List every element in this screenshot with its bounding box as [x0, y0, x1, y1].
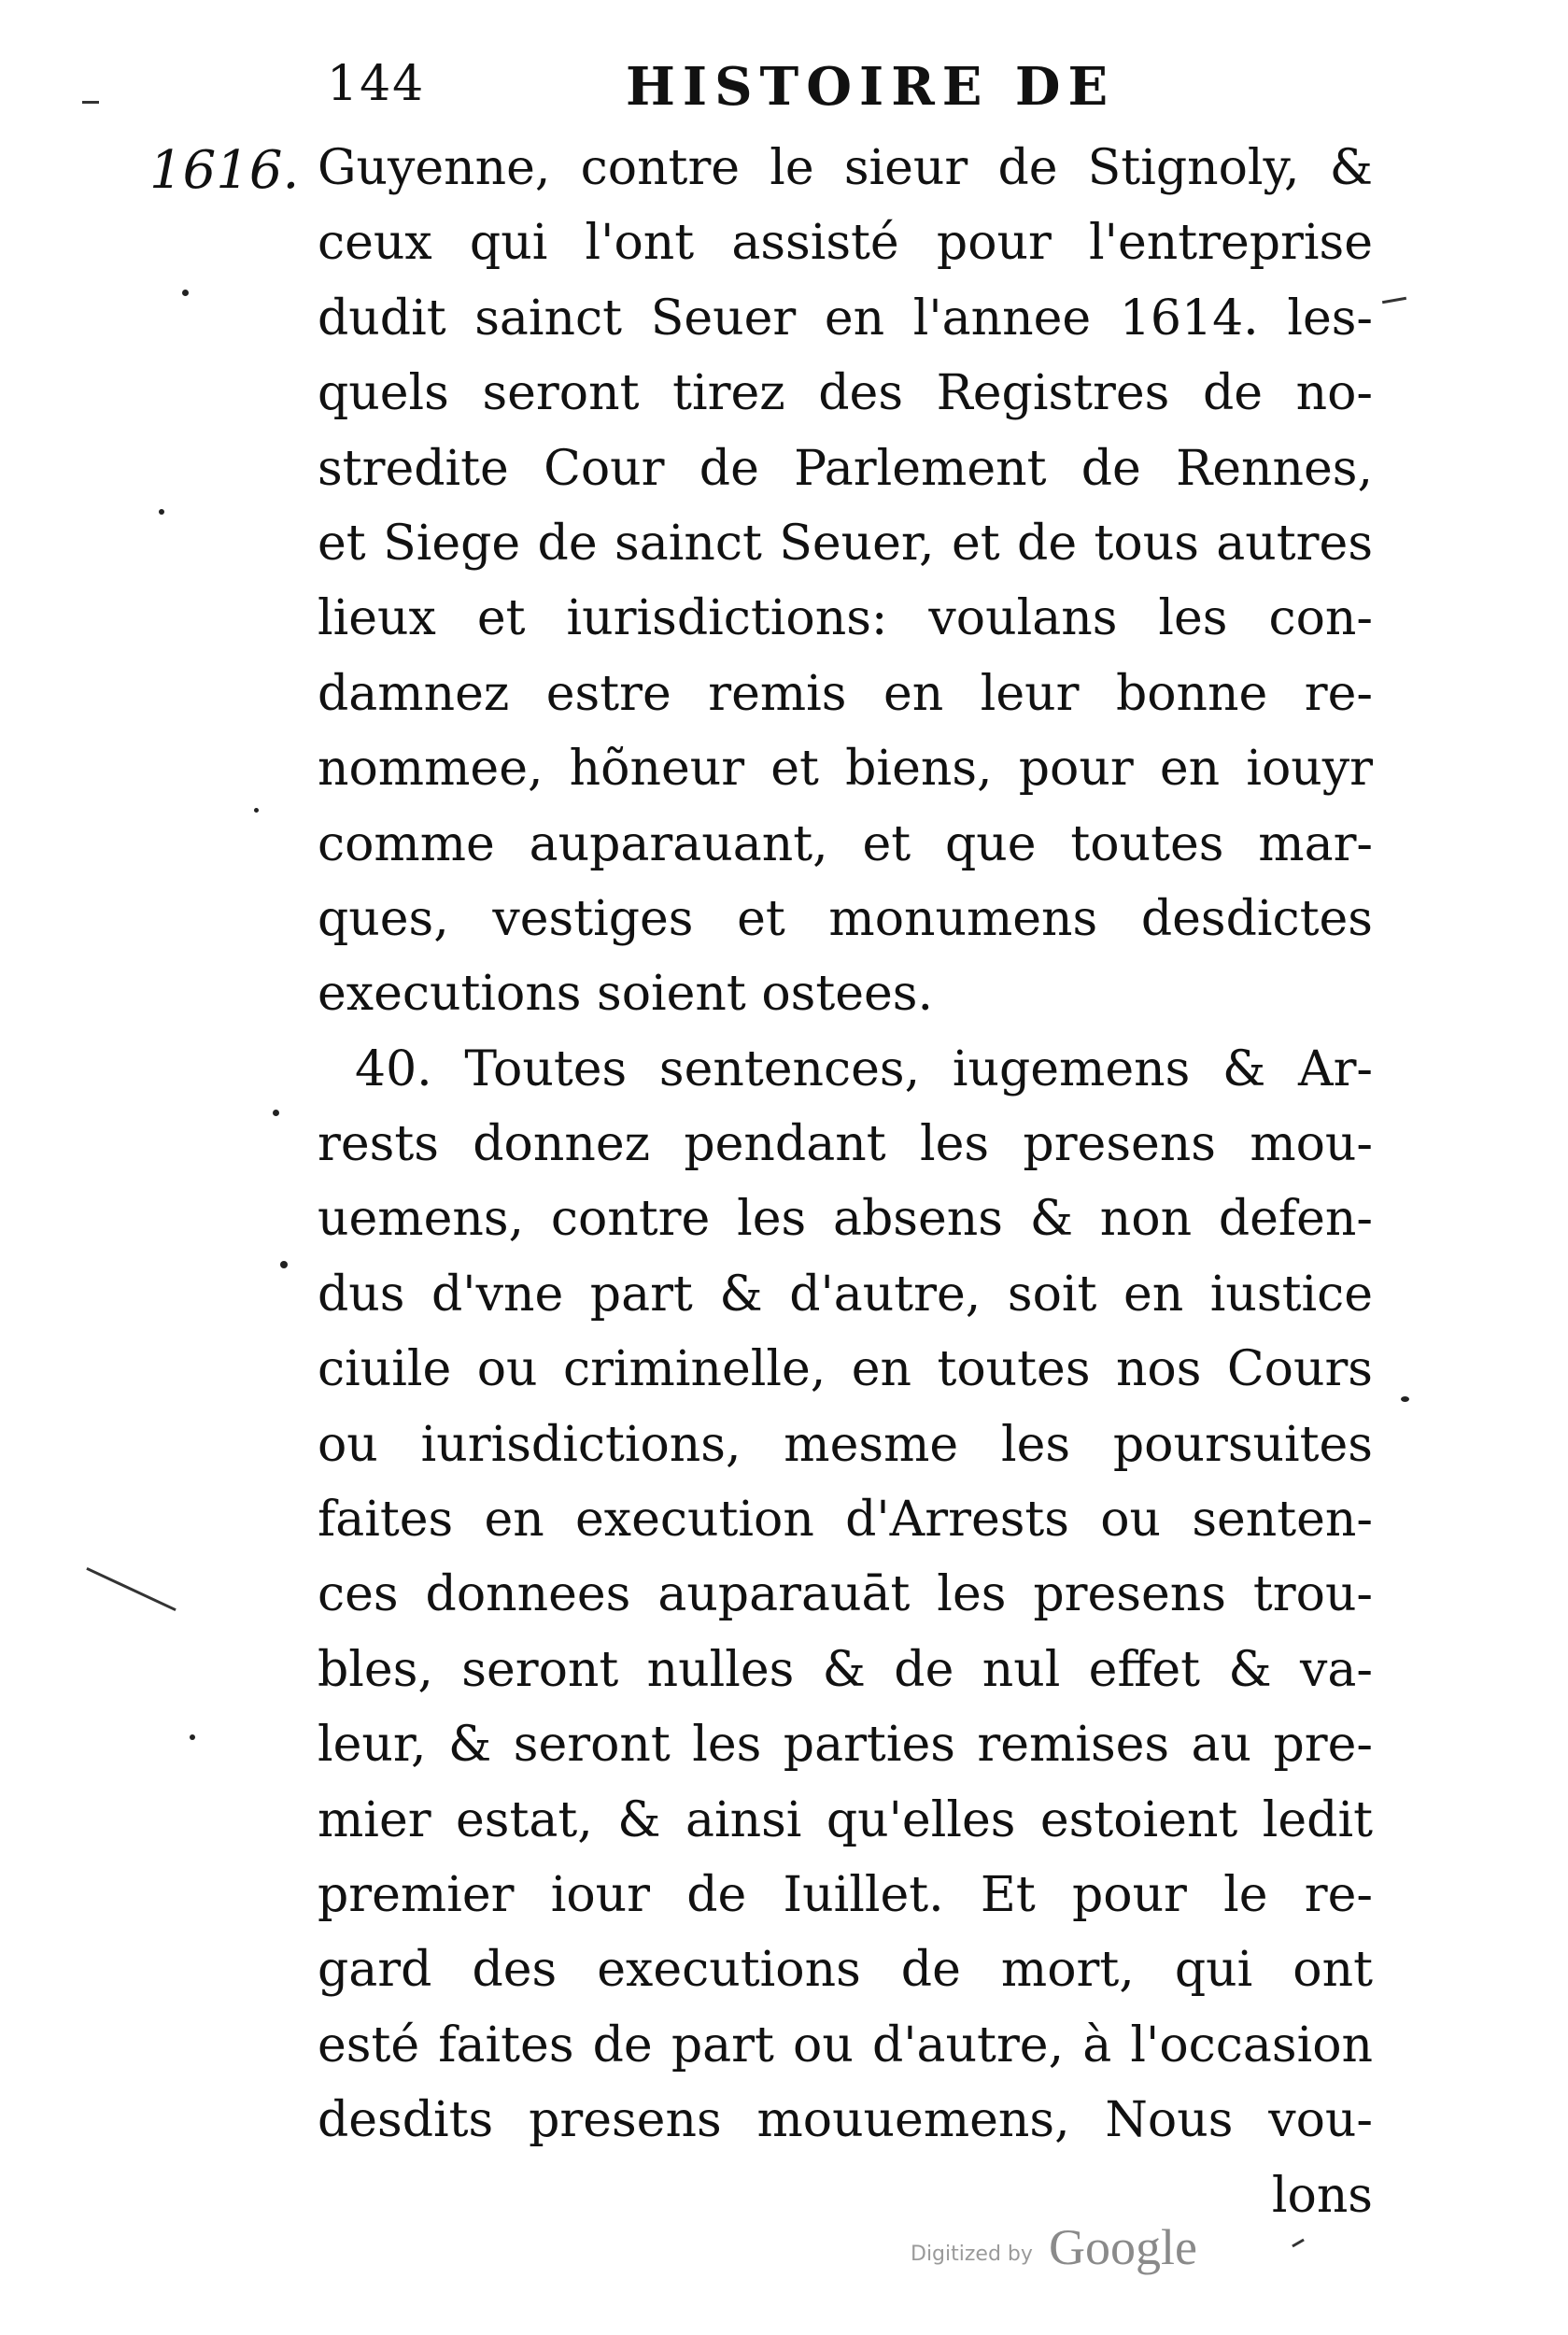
body-text [318, 131, 1373, 2233]
text-line: ciuile ou criminelle, en toutes nos Cours [318, 1341, 1373, 1398]
running-head [327, 56, 1373, 121]
watermark-label: Digitized by [911, 2243, 1033, 2266]
text-line: quels seront tirez des Registres de no- [318, 365, 1373, 422]
ink-speck [1401, 1396, 1409, 1402]
margin-year-note: 1616. [149, 140, 300, 201]
page-number: 144 [327, 56, 426, 112]
text-line: ces donnees auparauāt les presens trou- [318, 1566, 1373, 1623]
text-line: nommee, hõneur et biens, pour en iouyr [318, 741, 1373, 798]
margin-scratch [82, 101, 99, 104]
digitized-watermark [911, 2218, 1247, 2274]
text-line: comme auparauant, et que toutes mar- [318, 815, 1373, 872]
text-line: dudit sainct Seuer en l'annee 1614. les- [318, 290, 1373, 347]
text-line: stredite Cour de Parlement de Rennes, [318, 440, 1373, 497]
catchword: lons [1271, 2167, 1373, 2224]
text-line: faites en execution d'Arrests ou senten- [318, 1492, 1373, 1549]
ink-speck [159, 509, 164, 515]
text-line: bles, seront nulles & de nul effet & va- [318, 1641, 1373, 1698]
text-line: ques, vestiges et monumens desdictes [318, 890, 1373, 947]
ink-speck [280, 1261, 288, 1268]
text-line: gard des executions de mort, qui ont [318, 1942, 1373, 1999]
text-line: leur, & seront les parties remises au pre- [318, 1717, 1373, 1774]
google-logo: Google [1049, 2219, 1197, 2275]
text-line: ceux qui l'ont assisté pour l'entreprise [318, 215, 1373, 272]
ink-speck [190, 1734, 195, 1740]
text-line: dus d'vne part & d'autre, soit en iustice [318, 1266, 1373, 1323]
text-line: Guyenne, contre le sieur de Stignoly, & [318, 140, 1373, 196]
paragraph-start-line: 40. Toutes sentences, iugemens & Ar- [355, 1040, 1373, 1097]
text-line: premier iour de Iuillet. Et pour le re- [318, 1866, 1373, 1923]
margin-scratch [86, 1567, 176, 1611]
text-line: ou iurisdictions, mesme les poursuites [318, 1416, 1373, 1473]
text-line: executions soient ostees. [318, 966, 933, 1023]
running-title: HISTOIRE DE [626, 56, 1116, 118]
margin-scratch [1382, 297, 1406, 304]
text-line: esté faites de part ou d'autre, à l'occasion [318, 2017, 1373, 2073]
text-line: mier estat, & ainsi qu'elles estoient ledit [318, 1791, 1373, 1848]
text-line: et Siege de sainct Seuer, et de tous autres [318, 515, 1373, 572]
ink-speck [182, 290, 189, 296]
text-line: uemens, contre les absens & non defen- [318, 1191, 1373, 1248]
text-line: rests donnez pendant les presens mou- [318, 1116, 1373, 1173]
text-line: lieux et iurisdictions: voulans les con- [318, 590, 1373, 647]
margin-scratch [1292, 2239, 1305, 2248]
text-line: damnez estre remis en leur bonne re- [318, 665, 1373, 722]
text-line: desdits presens mouuemens, Nous vou- [318, 2092, 1373, 2149]
ink-speck [273, 1110, 279, 1116]
ink-speck [254, 808, 259, 813]
